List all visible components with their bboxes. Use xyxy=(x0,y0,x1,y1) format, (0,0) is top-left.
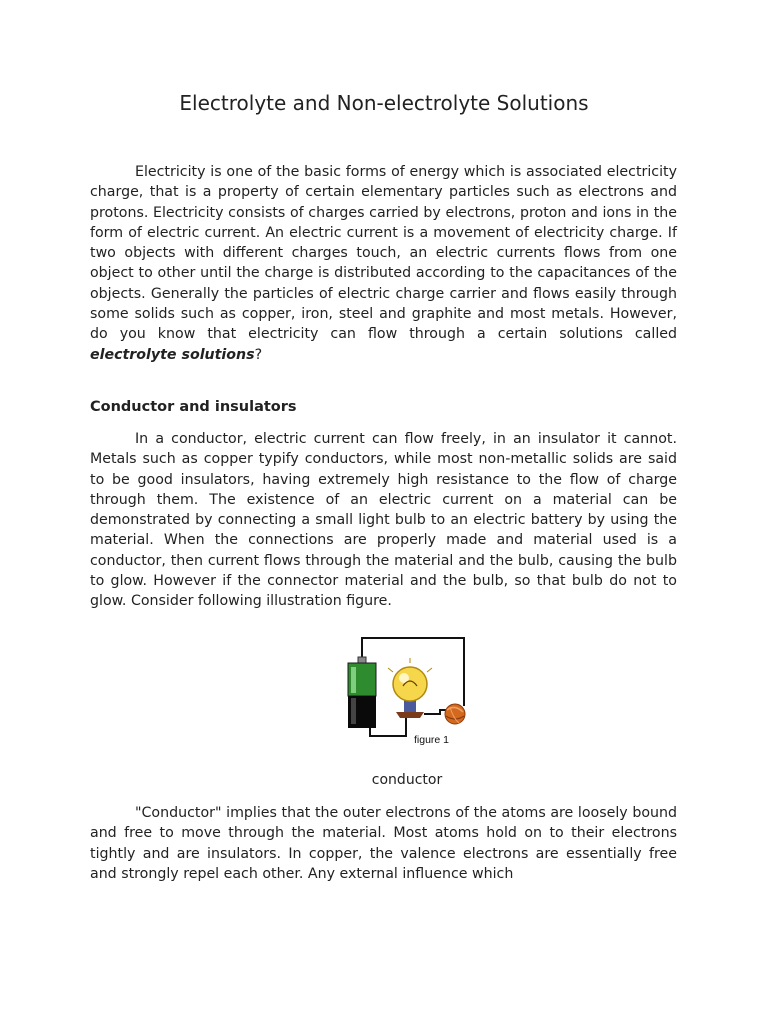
conductor-explanation-paragraph xyxy=(90,803,677,884)
battery-icon xyxy=(348,657,376,728)
conductor-explanation-text: "Conductor" implies that the outer electrons of the atoms are loosely bound and free to move through the material. Most atoms hold on to their electrons tightly and are insulators. In copper, the valence electrons are essentially free and strongly repel each other. Any external influence which xyxy=(90,805,677,882)
figure-label: figure 1 xyxy=(414,734,450,746)
light-bulb-icon xyxy=(388,658,432,718)
figure-caption: conductor xyxy=(371,772,443,788)
circuit-illustration xyxy=(340,632,480,750)
circuit-figure xyxy=(340,632,480,750)
page-title: Electrolyte and Non-electrolyte Solutions xyxy=(179,91,589,115)
intro-paragraph-text: Electricity is one of the basic forms of energy which is associated electricity charge, that is a property of certain elementary particles such as electrons and protons. Electricity consists of charges carried by electrons, proton and ions in the form of electric current. An electric current is a movement of electricity charge. If two objects with different charges touch, an electric currents flows from one object to other until the charge is distributed according to the capacitances of the objects. Generally the particles of electric charge carrier and flows easily through some solids such as copper, iron, steel and graphite and most metals. However, do you know that electricity can flow through a certain solutions called xyxy=(90,164,677,343)
conductor-paragraph-text: In a conductor, electric current can flow freely, in an insulator it cannot. Metals such as copper typify conductors, while most non-metallic solids are said to be good insulators, having extremely high resistance to the flow of charge through them. The existence of an electric current on a material can be demonstrated by connecting a small light bulb to an electric battery by using the material. When the connections are properly made and material used is a conductor, then current flows through the material and the bulb, causing the bulb to glow. However if the connector material and the bulb, so that bulb do not to glow. Consider following illustration figure. xyxy=(90,431,677,610)
intro-paragraph-end: ? xyxy=(254,346,263,363)
section-heading: Conductor and insulators xyxy=(90,399,297,415)
conductor-paragraph xyxy=(90,429,677,612)
electrolyte-solutions-term: electrolyte solutions xyxy=(90,346,255,363)
intro-paragraph xyxy=(90,162,677,365)
copper-coil-icon xyxy=(445,704,465,724)
